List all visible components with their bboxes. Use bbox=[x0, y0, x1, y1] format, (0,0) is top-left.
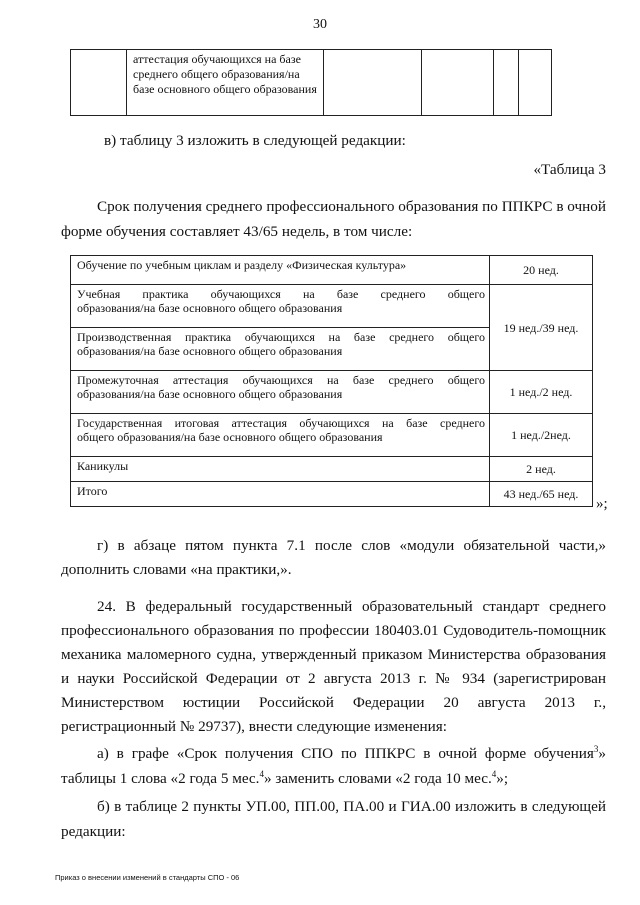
table3-row7-value: 43 нед./65 нед. bbox=[490, 482, 593, 507]
table-row bbox=[71, 285, 593, 328]
table-cell bbox=[324, 50, 422, 116]
paragraph-b-line-2: редакции: bbox=[61, 823, 126, 840]
table3-row5-label bbox=[71, 414, 490, 457]
table3-row3-line1: Производственная практика обучающихся на базе среднего общего bbox=[77, 330, 485, 344]
table3-row3-line2: образования/на базе основного общего образования bbox=[77, 344, 343, 358]
paragraph-a-line2-part2: » заменить словами «2 года 10 мес. bbox=[263, 770, 492, 787]
paragraph-v: в) таблицу 3 изложить в следующей редакции: bbox=[104, 132, 406, 149]
footnote-marker: 4 bbox=[491, 768, 497, 779]
table-row bbox=[71, 371, 593, 414]
footnote-marker: 3 bbox=[593, 743, 599, 754]
paragraph-24-line-3: механика маломерного судна, утвержденный приказом Министерства образования bbox=[61, 646, 606, 663]
continued-row-text: аттестация обучающихся на базе среднего общего образования/на базе основного общего образования bbox=[133, 52, 317, 96]
table3-row5-line1: Государственная итоговая аттестация обучающихся на базе среднего bbox=[77, 416, 485, 430]
paragraph-a-line-1 bbox=[97, 744, 606, 764]
table3-row1-text: Обучение по учебным циклам и разделу «Физическая культура» bbox=[77, 258, 407, 272]
table3-row4-line1: Промежуточная аттестация обучающихся на базе среднего общего bbox=[77, 373, 485, 387]
paragraph-a-text: а) в графе «Срок получения СПО по ППКРС в очной форме обучения bbox=[97, 745, 594, 762]
intro-line-1: Срок получения среднего профессионального образования по ППКРС в очной bbox=[97, 198, 606, 215]
table3-row1-value: 20 нед. bbox=[490, 256, 593, 285]
table-cell bbox=[494, 50, 519, 116]
table3-row7-text: Итого bbox=[77, 484, 108, 498]
table3-closing-quote: »; bbox=[596, 496, 608, 512]
table3-label: «Таблица 3 bbox=[533, 161, 606, 178]
paragraph-24-line-1: 24. В федеральный государственный образовательный стандарт среднего bbox=[97, 598, 606, 615]
table-row bbox=[71, 482, 593, 507]
table-row bbox=[71, 256, 593, 285]
paragraph-24-line-2: профессионального образования по профессии 180403.01 Судоводитель-помощник bbox=[61, 622, 606, 639]
table3-row7-label bbox=[71, 482, 490, 507]
page-number: 30 bbox=[313, 17, 327, 32]
paragraph-g-line-2: дополнить словами «на практики,». bbox=[61, 561, 292, 578]
table3-row4-value: 1 нед./2 нед. bbox=[490, 371, 593, 414]
paragraph-g-line-1: г) в абзаце пятом пункта 7.1 после слов «модули обязательной части,» bbox=[97, 537, 606, 554]
table-row bbox=[71, 50, 552, 116]
paragraph-24-line-6: регистрационный № 29737), внести следующие изменения: bbox=[61, 718, 447, 735]
table3-row6-text: Каникулы bbox=[77, 459, 129, 473]
table3-row6-label bbox=[71, 457, 490, 482]
table3-row2-label bbox=[71, 285, 490, 328]
intro-line-2: форме обучения составляет 43/65 недель, в том числе: bbox=[61, 223, 413, 240]
table-cell bbox=[519, 50, 552, 116]
paragraph-a-quote: » bbox=[598, 745, 606, 762]
page-footer: Приказ о внесении изменений в стандарты СПО - 06 bbox=[55, 873, 240, 882]
footnote-marker: 4 bbox=[259, 768, 264, 779]
table3-row4-label bbox=[71, 371, 490, 414]
table3-row5-line2: общего образования/на базе основного общего образования bbox=[77, 430, 383, 444]
paragraph-a-line-2 bbox=[61, 769, 508, 789]
table3-row2-line1: Учебная практика обучающихся на базе среднего общего bbox=[77, 287, 485, 301]
table3-row2-line2: образования/на базе основного общего образования bbox=[77, 301, 343, 315]
paragraph-24-line-5: Министерством юстиции Российской Федерации 20 августа 2013 г., bbox=[61, 694, 606, 711]
table-cell bbox=[422, 50, 494, 116]
table-cell bbox=[127, 50, 324, 116]
table-3 bbox=[70, 255, 593, 507]
table3-row5-value: 1 нед./2нед. bbox=[490, 414, 593, 457]
table3-rows23-value: 19 нед./39 нед. bbox=[490, 285, 593, 371]
table-row bbox=[71, 457, 593, 482]
table-cell bbox=[71, 50, 127, 116]
table-row bbox=[71, 414, 593, 457]
table3-row3-label bbox=[71, 328, 490, 371]
table3-row1-label bbox=[71, 256, 490, 285]
table3-row6-value: 2 нед. bbox=[490, 457, 593, 482]
paragraph-a-line2-part1: таблицы 1 слова «2 года 5 мес. bbox=[61, 770, 260, 787]
paragraph-a-line2-part3: »; bbox=[496, 770, 509, 787]
paragraph-24-line-4: и науки Российской Федерации от 2 августа 2013 г. № 934 (зарегистрирован bbox=[61, 670, 606, 687]
continued-table bbox=[70, 49, 552, 116]
paragraph-b-line-1: б) в таблице 2 пункты УП.00, ПП.00, ПА.00 и ГИА.00 изложить в следующей bbox=[97, 798, 606, 815]
table3-row4-line2: образования/на базе основного общего образования bbox=[77, 387, 343, 401]
